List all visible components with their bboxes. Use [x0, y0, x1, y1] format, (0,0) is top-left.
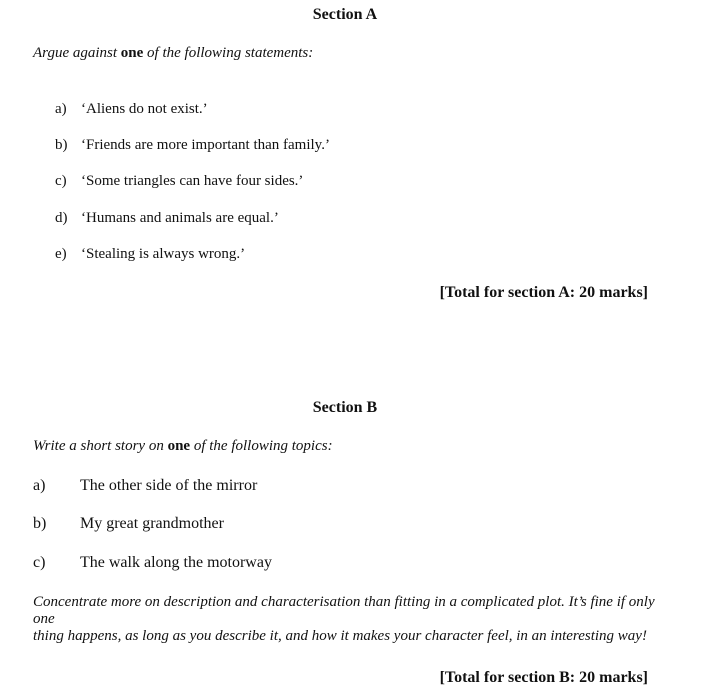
item-text: ‘Friends are more important than family.’	[81, 137, 330, 153]
instruction-text: of the following statements:	[143, 45, 314, 61]
section-b-item-label: b)	[33, 515, 47, 532]
item-text: ‘Some triangles can have four sides.’	[81, 173, 304, 189]
section-b-item-text: The other side of the mirror	[80, 477, 258, 494]
item-text: ‘Humans and animals are equal.’	[81, 210, 279, 226]
section-a-item	[55, 173, 303, 190]
section-a-item	[55, 137, 330, 154]
item-label: d)	[55, 210, 68, 226]
instruction-text: Write a short story on	[33, 438, 168, 454]
section-b-item-text: The walk along the motorway	[80, 554, 272, 571]
section-b-title: Section B	[312, 399, 378, 416]
instruction-emphasis: one	[120, 45, 144, 61]
note-line: thing happens, as long as you describe it, and how it makes your character feel, in an interesting way!	[33, 628, 647, 644]
section-a-total: [Total for section A: 20 marks]	[439, 284, 648, 301]
section-a-item	[55, 246, 245, 263]
section-a-instruction	[33, 45, 313, 62]
section-b-instruction	[33, 438, 333, 455]
item-label: b)	[55, 137, 68, 153]
note-line: Concentrate more on description and characterisation than fitting in a complicated plot. It’s fine if only one	[33, 594, 655, 627]
section-b-item-text: My great grandmother	[80, 515, 224, 532]
section-b-note	[33, 594, 673, 645]
section-a-title: Section A	[312, 6, 378, 23]
section-b-item-label: c)	[33, 554, 46, 571]
section-a-item	[55, 210, 279, 227]
section-b-item-label: a)	[33, 477, 46, 494]
item-text: ‘Stealing is always wrong.’	[81, 246, 246, 262]
item-text: ‘Aliens do not exist.’	[81, 101, 208, 117]
item-label: c)	[55, 173, 67, 189]
item-label: a)	[55, 101, 67, 117]
instruction-emphasis: one	[167, 438, 191, 454]
section-a-item	[55, 101, 208, 118]
instruction-text: Argue against	[33, 45, 121, 61]
section-b-total: [Total for section B: 20 marks]	[439, 669, 648, 686]
instruction-text: of the following topics:	[190, 438, 333, 454]
item-label: e)	[55, 246, 67, 262]
